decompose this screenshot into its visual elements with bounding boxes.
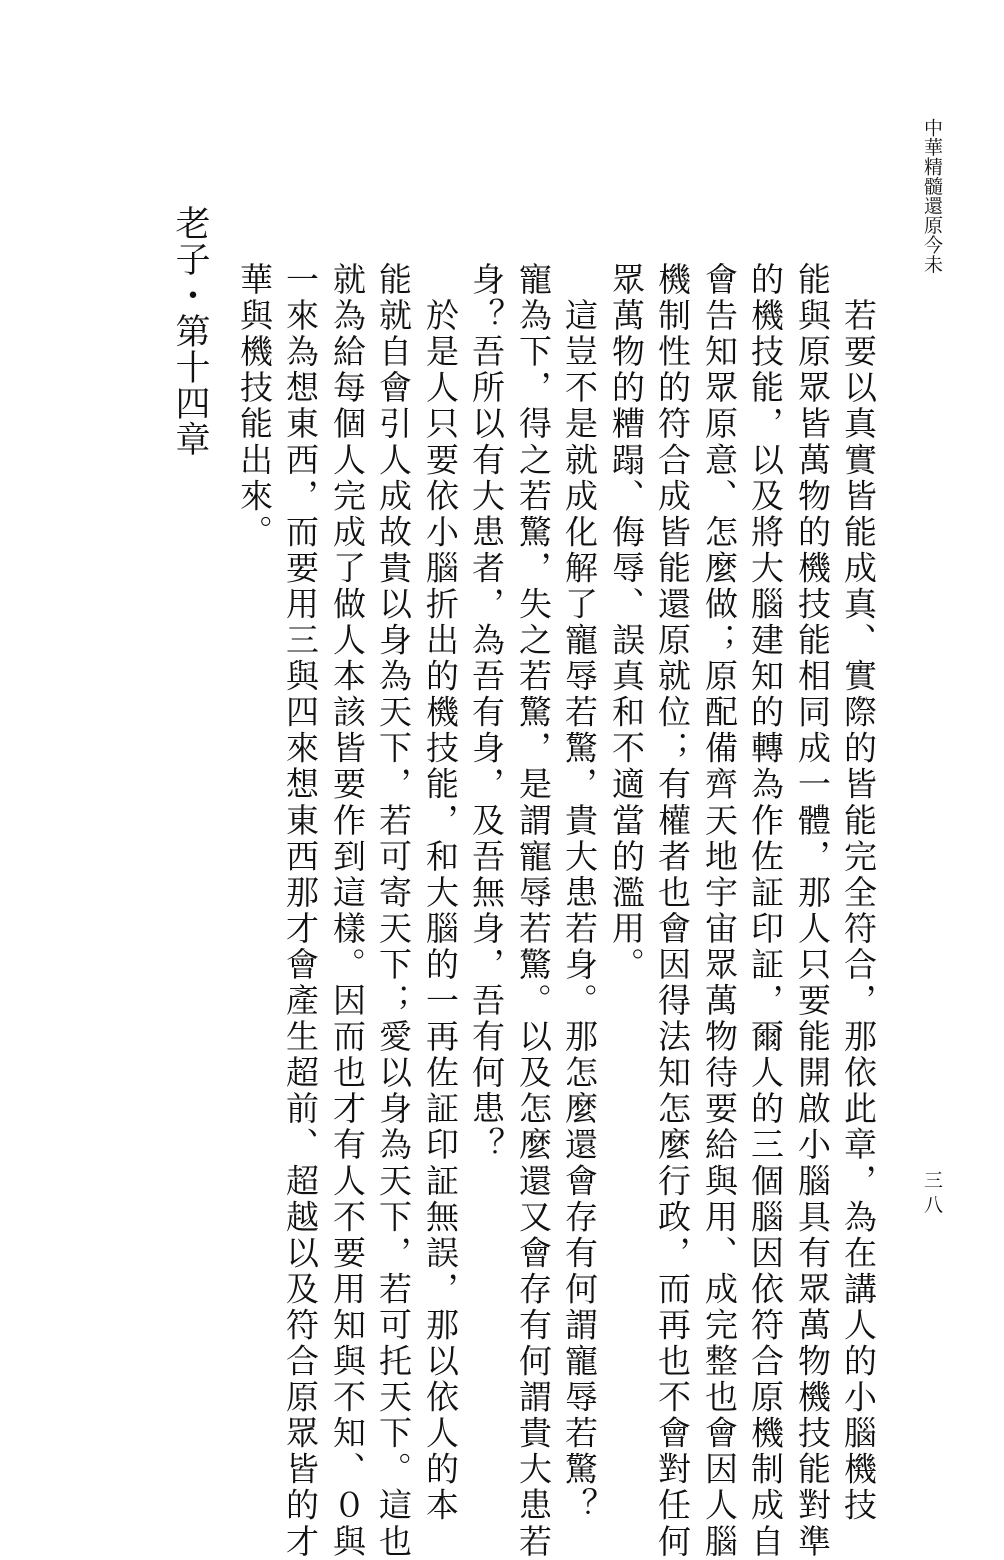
text-column: 就為給每個人完成了做人本該皆要作到這樣。因而也才有人不要用知與不知、０與 [328,262,367,1560]
text-column: 寵為下，得之若驚，失之若驚，是謂寵辱若驚。以及怎麼還又會存有何謂貴大患若 [514,262,553,1560]
text-column: 一來為想東西，而要用三與四來想東西那才會產生超前、超越以及符合原眾皆的才 [281,262,320,1560]
text-column: 於是人只要依小腦折出的機技能，和大腦的一再佐証印証無誤，那以依人的本 [421,262,460,1524]
text-column: 的機技能，以及將大腦建知的轉為作佐証印証，爾人的三個腦因依符合原機制成自 [746,262,785,1560]
running-header-title: 中華精髓還原今未 [921,118,943,274]
chapter-title: 老子・第十四章 [170,205,210,457]
page-number: 三八 [921,1170,943,1220]
text-column: 能就自會引人成故貴以身為天下，若可寄天下；愛以身為天下，若可托天下。這也 [374,262,413,1560]
text-column: 若要以真實皆能成真、實際的皆能完全符合，那依此章，為在講人的小腦機技 [839,262,878,1524]
text-column: 能與原眾皆萬物的機技能相同成一體，那人只要能開啟小腦具有眾萬物機技能對準 [793,262,832,1560]
text-column: 身？吾所以有大患者，為吾有身，及吾無身，吾有何患？ [467,262,506,1164]
text-column: 華與機技能出來。 [235,262,274,551]
text-column: 這豈不是就成化解了寵辱若驚，貴大患若身。那怎麼還會存有何謂寵辱若驚？ [560,262,599,1524]
text-column: 機制性的符合成皆能還原就位；有權者也會因得法知怎麼行政，而再也不會對任何 [653,262,692,1560]
text-column: 會告知眾原意、怎麼做；原配備齊天地宇宙眾萬物待要給與用、成完整也會因人腦 [700,262,739,1560]
text-column: 眾萬物的糟蹋、侮辱、誤真和不適當的濫用。 [607,262,646,983]
